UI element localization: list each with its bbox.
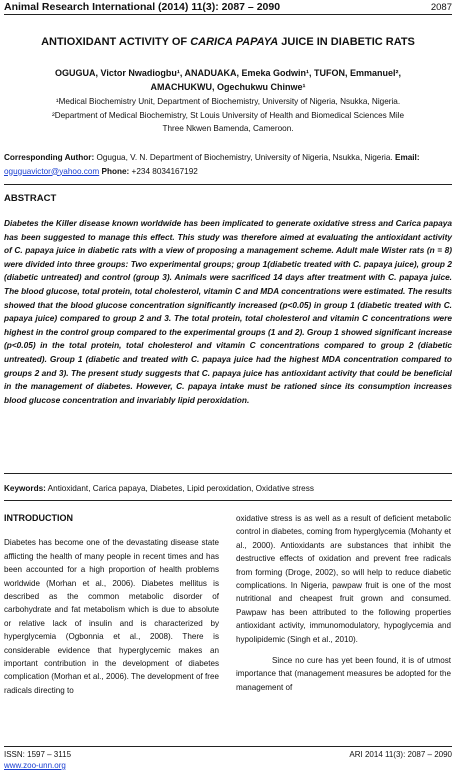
affiliation-2: ²Department of Medical Biochemistry, St Louis University of Health and Biomedical Sciences Mile (51, 110, 405, 120)
journal-citation: Animal Research International (2014) 11(3): 2087 – 2090 (4, 1, 281, 13)
intro-paragraph-2: Since no cure has yet been found, it is of utmost importance that (management measures be adopted for the management of (236, 656, 451, 692)
affiliation-2-cont: Three Nkwen Bamenda, Cameroon. (162, 124, 294, 133)
divider-body (4, 500, 452, 501)
intro-paragraph-1-cont: oxidative stress is as well as a result of deficient metabolic control in diabetes, coming from hyperglycemia (Mohanty et al., 2000). Antioxidants are substances that inhibit the destructive effects of oxidation and prevent free radicals from forming (Droge, 2002), so will help to reduce diabetic complications. In Nigeria, pawpaw fruit is one of the most nutritional and cheapest fruit grown and consumed. Pawpaw has been attributed to the following properties antioxidant activity, immunomodulatory, hypoglycemia and hypolipidemic (Singh et al., 2010). (236, 514, 451, 644)
corr-text: Ogugua, V. N. Department of Biochemistry, University of Nigeria, Nsukka, Nigeria. (94, 153, 395, 162)
phone-number: +234 8034167192 (129, 166, 198, 176)
divider-keywords (4, 473, 452, 474)
title-part-2: JUICE IN DIABETIC RATS (278, 36, 415, 48)
authors-line-1: OGUGUA, Victor Nwadiogbu¹, ANADUAKA, Emeka Godwin¹, TUFON, Emmanuel², (54, 68, 402, 78)
page-number: 2087 (430, 1, 452, 13)
column-right (236, 512, 451, 694)
authors-line-2: AMACHUKWU, Ogechukwu Chinwe¹ (150, 82, 306, 92)
abstract-body: Diabetes the Killer disease known worldwide has been implicated to generate oxidative stress and Carica papaya has been suggested to manage this effect. This study was therefore aimed at evaluating the antioxidant activity of C. papaya juice in diabetic rats with a view of proposing a management scheme. Adult male Wister rats (n = 8) were divided into three groups: Two experimental groups; group 1(diabetic treated with C. papaya juice), group 2 (diabetic untreated) and control (group 3). Animals were sacrificed 14 days after treatment with C. papaya juice. The blood glucose, total protein, total cholesterol, vitamin C and MDA concentrations were estimated. The results showed that the blood glucose concentration significantly increased (p<0.05) in group 1 (diabetic treated with C. papaya juice) compared to group 2 and 3. The total protein, total cholesterol and vitamin C concentrations were highest in the control group compared to the experimental groups (1 and 2). Group 1 showed significant increase (p<0.05) in the total protein, total cholesterol and vitamin C concentrations compared to group 2 (diabetic untreated). Group 1 (diabetic and treated with C. papaya juice had the highest MDA concentration compared to groups 2 and 3). The present study suggests that C. papaya juice has antioxidant activity that could be beneficial in the management of diabetes. However, C. papaya intake must be rationed since its consumption increases blood glucose concentration and invariably lipid peroxidation. (4, 218, 452, 405)
title-part-1: ANTIOXIDANT ACTIVITY OF (41, 36, 191, 48)
affiliations (12, 95, 444, 136)
abstract-heading: ABSTRACT (4, 193, 57, 204)
paper-title (4, 36, 452, 48)
keywords-label: Keywords: (4, 484, 46, 493)
page-footer (4, 746, 452, 769)
email-link[interactable]: oguguavictor@yahoo.com (4, 166, 100, 176)
running-header (4, 0, 452, 15)
divider-top (4, 184, 452, 185)
corresponding-author (4, 151, 452, 178)
footer-left (4, 749, 71, 771)
corr-label: Corresponding Author: (4, 153, 95, 162)
intro-paragraph-1: Diabetes has become one of the devastating disease state afflicting the health of many people in recent times and has been accounted for a high proportion of health problems worldwide (Morhan et al., 2006). Diabetes mellitus is described as the common metabolic disorder of carbohydrate and fat metabolism which is due to absolute or relative lack of insulin and is characterized by hyperglycemia (Ogbonnia et al., 2008). There is considerable evidence that hyperglycemic makes an important contribution in the development of diabetes complication (Morhan et al., 2006). The development of free radicals directing to (4, 538, 219, 695)
introduction-heading: INTRODUCTION (4, 513, 73, 523)
keywords-text: Antioxidant, Carica papaya, Diabetes, Lipid peroxidation, Oxidative stress (45, 484, 314, 493)
keywords (4, 484, 452, 493)
email-label: Email: (394, 153, 420, 162)
column-left (4, 512, 219, 697)
affiliation-1: ¹Medical Biochemistry Unit, Department of Biochemistry, University of Nigeria, Nsukka, Nigeria. (55, 97, 401, 106)
journal-url[interactable]: www.zoo-unn.org (4, 761, 66, 770)
phone-label: Phone: (99, 166, 130, 176)
footer-citation: ARI 2014 11(3): 2087 – 2090 (349, 750, 452, 759)
author-list (20, 66, 436, 94)
issn: ISSN: 1597 – 3115 (4, 750, 72, 759)
title-species: CARICA PAPAYA (190, 36, 279, 48)
